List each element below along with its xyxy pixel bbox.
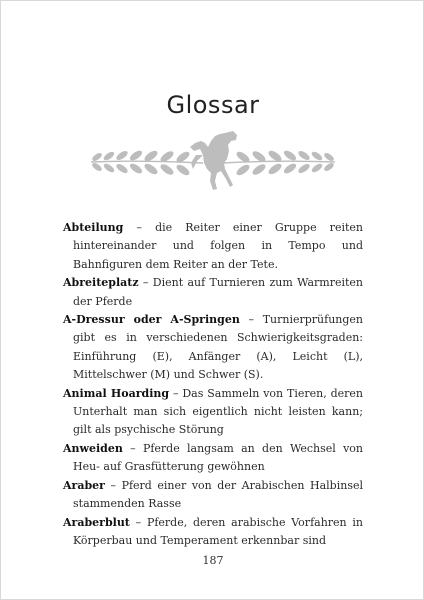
glossary-list <box>63 219 363 550</box>
glossary-definition: Pferde, deren arabische Vorfahren in Körperbau und Temperament erkennbar sind <box>73 515 363 547</box>
term-separator: – <box>129 515 147 529</box>
term-separator: – <box>138 276 153 290</box>
glossary-definition: Pferde langsam an den Wechsel von Heu- auf Grasfütterung gewöhnen <box>73 441 363 474</box>
glossary-entry <box>63 385 363 440</box>
left-laurel-branch-icon <box>91 149 203 176</box>
glossary-entry <box>63 440 363 477</box>
glossary-entry <box>63 274 363 311</box>
glossary-definition: Turnierprüfungen gibt es in verschiedenen Schwierigkeitsgraden: Einführung (E), Anfänger (A), Leicht (L), Mittelschwer (M) und Schwer (S). <box>73 313 363 382</box>
glossary-term: Animal Hoarding <box>63 386 170 400</box>
horse-with-laurel-branches-icon <box>87 129 339 193</box>
right-laurel-branch-icon <box>223 149 335 176</box>
glossary-definition: Pferd einer von der Arabischen Halbinsel stammenden Rasse <box>73 478 363 511</box>
term-separator: – <box>169 386 183 400</box>
term-separator: – <box>239 313 263 327</box>
glossary-term: Araberblut <box>63 515 130 529</box>
glossary-term: A-Dressur oder A-Springen <box>63 313 240 327</box>
glossary-term: Araber <box>63 478 105 492</box>
glossary-definition: die Reiter einer Gruppe reiten hintereinander und folgen in Tempo und Bahnfiguren dem Reiter an der Tete. <box>73 221 363 271</box>
term-separator: – <box>122 441 143 455</box>
glossary-entry <box>63 311 363 385</box>
glossary-entry <box>63 514 363 551</box>
glossary-definition: Dient auf Turnieren zum Warmreiten der Pferde <box>73 276 363 308</box>
glossary-term: Anweiden <box>63 441 123 455</box>
glossary-term: Abreiteplatz <box>63 276 139 290</box>
glossary-term: Abteilung <box>63 221 124 234</box>
glossary-entry <box>63 477 363 514</box>
page-title: Glossar <box>166 91 260 119</box>
glossary-definition: Das Sammeln von Tieren, deren Unterhalt man sich eigentlich nicht leisten kann; gilt als psychische Störung <box>73 386 364 437</box>
glossary-entry <box>63 219 363 274</box>
rearing-horse-icon <box>190 131 237 190</box>
term-separator: – <box>104 478 122 492</box>
term-separator: – <box>123 221 156 234</box>
page-number: 187 <box>202 554 224 567</box>
